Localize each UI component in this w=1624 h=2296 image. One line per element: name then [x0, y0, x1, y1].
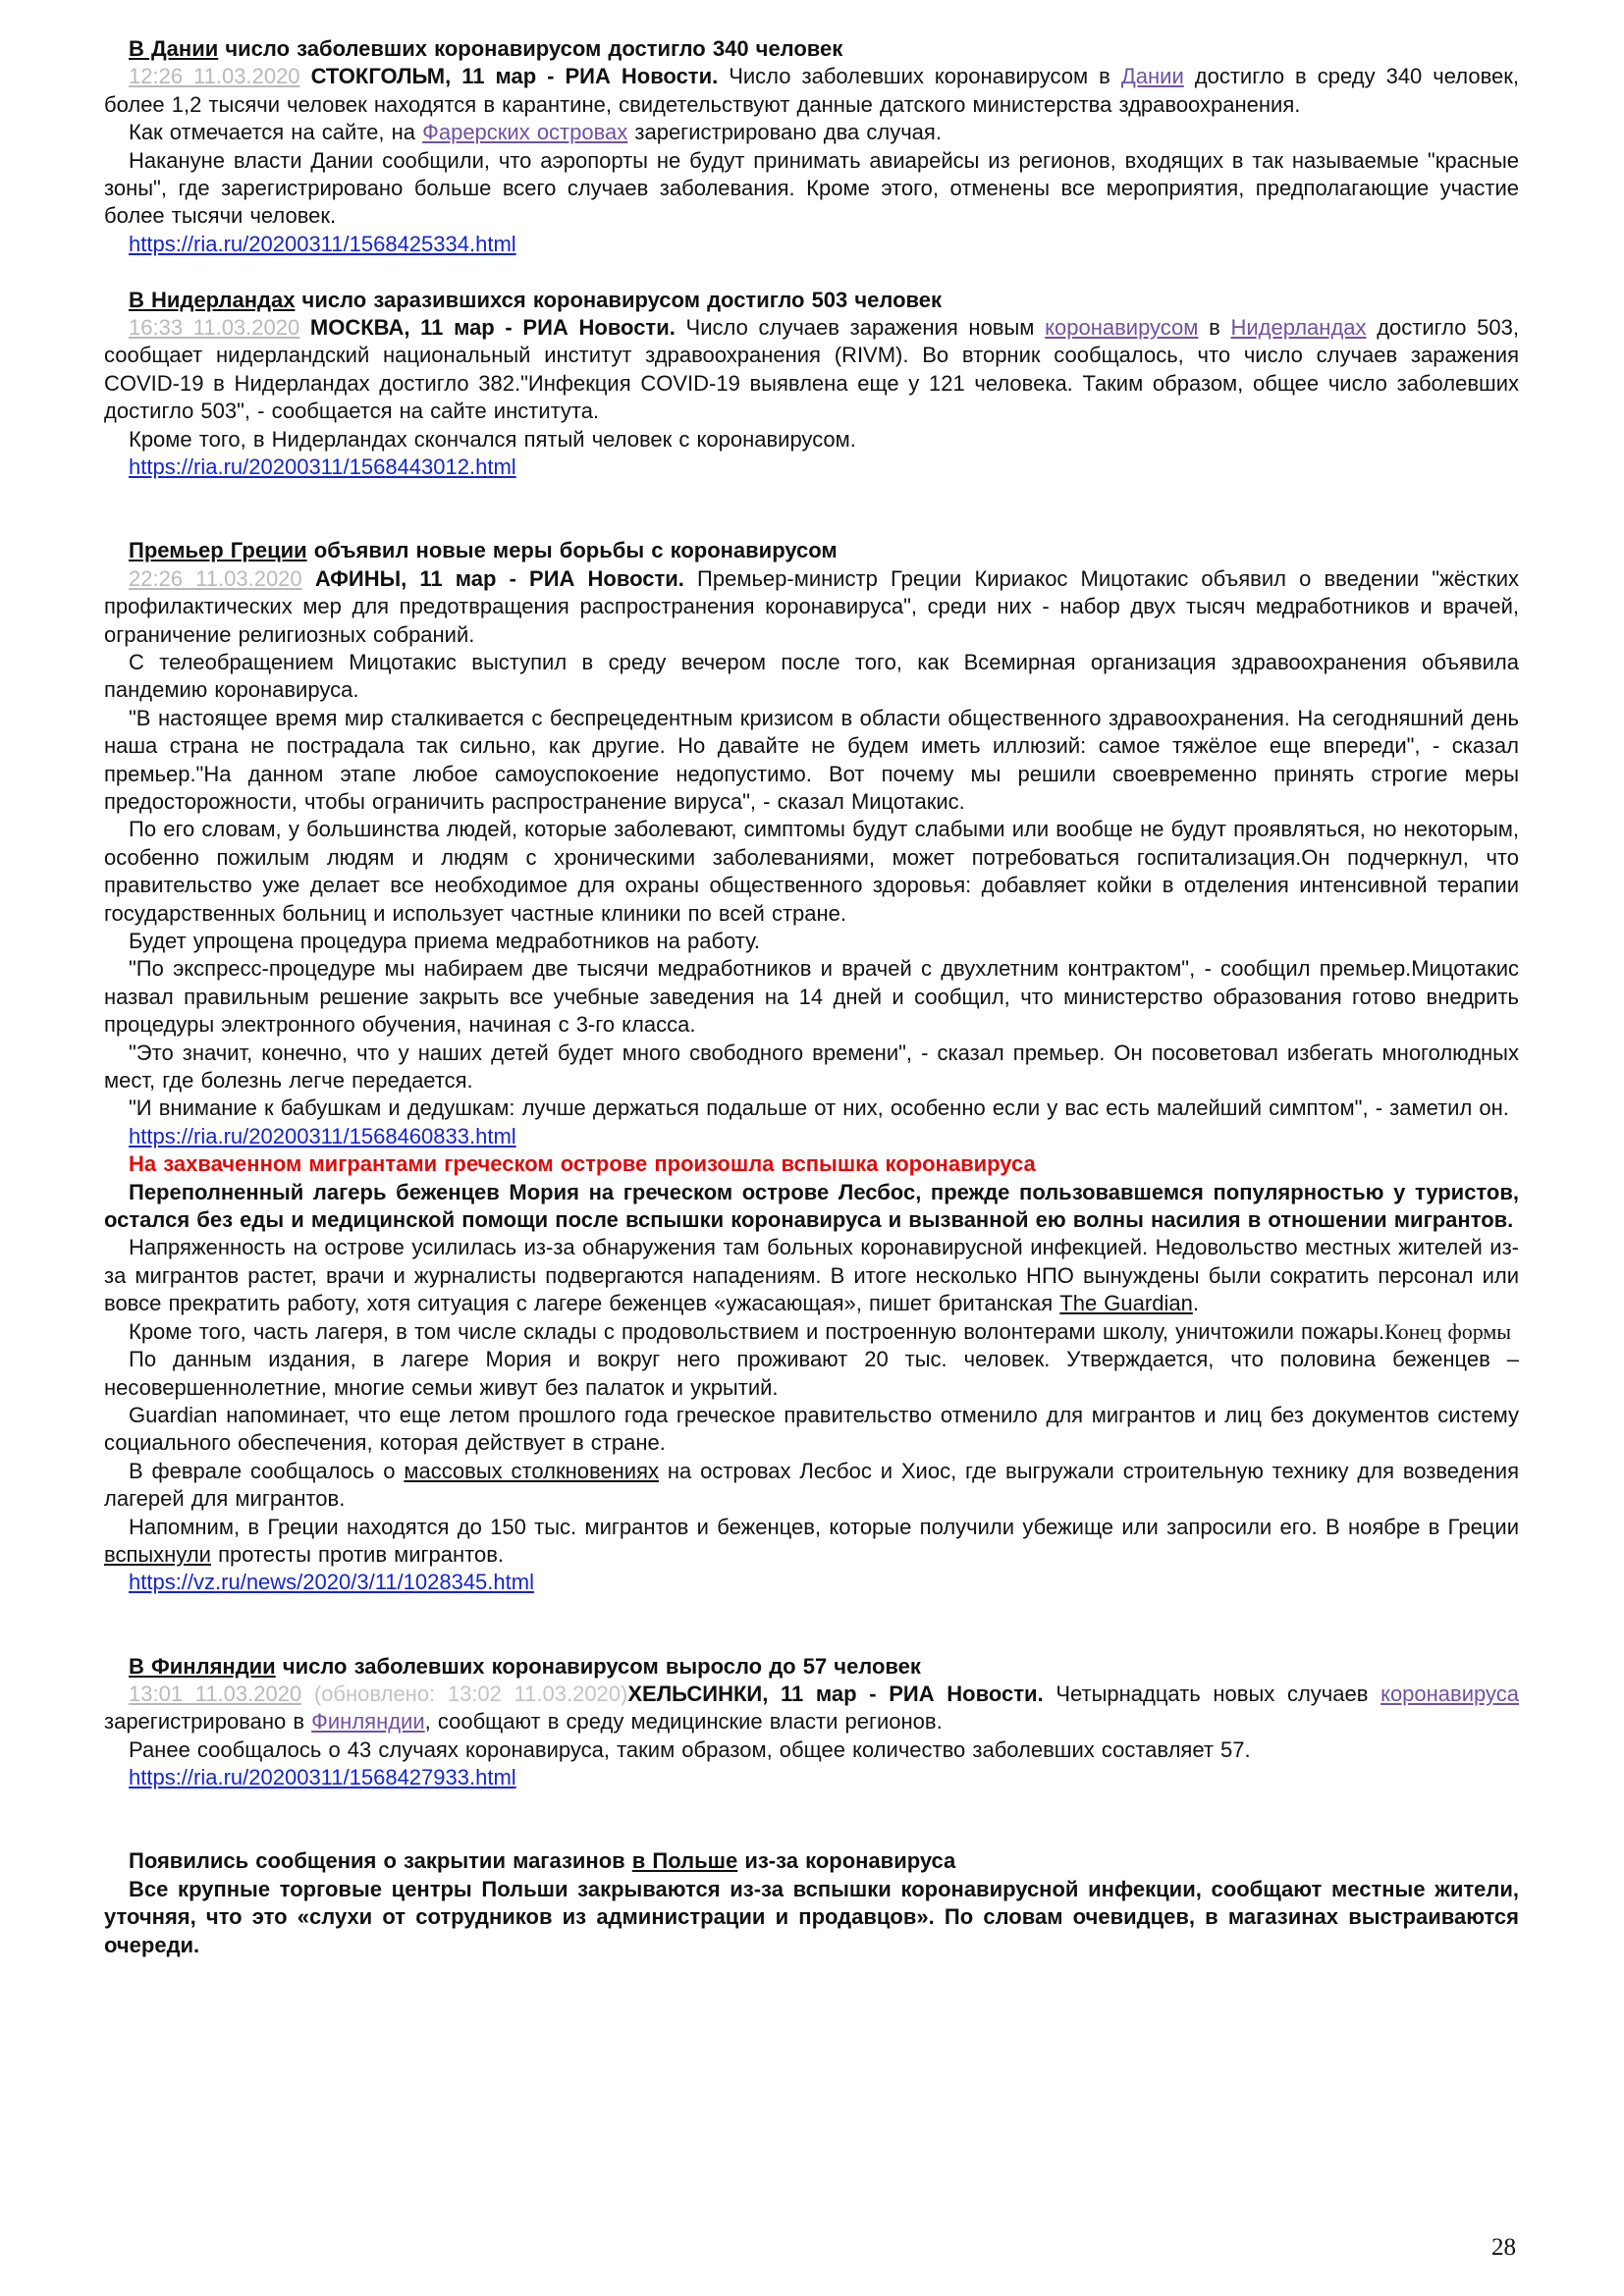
text-run: на островах Лесбос и Хиос, где выгружали строительную технику для возведения лагерей для мигрантов.: [104, 1458, 1519, 1512]
text-run: протесты против мигрантов.: [210, 1541, 505, 1567]
mass-clashes-link[interactable]: массовых столкновениях: [404, 1458, 659, 1483]
text-run: объявил новые меры борьбы с коронавирусом: [306, 538, 838, 563]
text-run: , сообщают в среду медицинские власти регионов.: [424, 1709, 943, 1735]
text-run: [301, 1682, 314, 1706]
text-run: Кроме того, часть лагеря, в том числе склады с продовольствием и построенную волонтерами школу, уничтожили пожары.: [129, 1318, 1385, 1344]
poland-lead-paragraph: [104, 1876, 1519, 1959]
section-poland-news: [104, 1847, 1519, 1959]
greece-timestamp: 22:26 11.03.2020: [129, 565, 302, 591]
greece-source-url: [104, 1123, 1519, 1150]
denmark-paragraph: [104, 119, 1519, 146]
text-run: Число случаев заражения новым: [675, 315, 1046, 341]
spacer: [104, 482, 1519, 509]
netherlands-lead-paragraph: [104, 314, 1519, 426]
text-run: Ранее сообщалось о 43 случаях коронавируса, таким образом, общее количество заболевших составляет 57.: [129, 1736, 1251, 1762]
lesbos-lead-paragraph: [104, 1179, 1519, 1235]
lesbos-source-url: [104, 1569, 1519, 1596]
spacer: [104, 1820, 1519, 1847]
lesbos-paragraph: [104, 1234, 1519, 1317]
text-run: По его словам, у большинства людей, которые заболевают, симптомы будут слабыми или вообще не будут проявляться, но некоторым, особенно пожилым людям и людям с хроническими заболеваниями, может потребоваться госпитализация.Он подчеркнул, что правительство уже делает все необходимое для охраны общественного здоровья: добавляет койки в отделения интенсивной терапии государственных больниц и использует частные клиники по всей стране.: [104, 817, 1519, 926]
denmark-paragraph: [104, 147, 1519, 231]
vz-url-link[interactable]: https://vz.ru/news/2020/3/11/1028345.html: [129, 1570, 534, 1595]
text-run: [302, 566, 315, 591]
text-run: Переполненный лагерь беженцев Мория на греческом острове Лесбос, прежде пользовавшемся популярностью у туристов, остался без еды и медицинской помощи после вспышки коронавируса и вызванной ею волны насилия в отношении мигрантов.: [104, 1179, 1519, 1233]
greece-heading-link[interactable]: Премьер Греции: [129, 538, 307, 563]
greece-heading: [104, 537, 1519, 564]
netherlands-timestamp: 16:33 11.03.2020: [129, 315, 300, 341]
lesbos-paragraph: [104, 1458, 1519, 1514]
text-run: Кроме того, в Нидерландах скончался пятый человек с коронавирусом.: [129, 426, 856, 452]
greece-paragraph: [104, 1095, 1519, 1122]
finland-heading: [104, 1653, 1519, 1681]
form-end-artifact: Конец формы: [1384, 1318, 1512, 1344]
text-run: Напряженность на острове усилилась из-за обнаружения там больных коронавирусной инфекцией. Недовольство местных жителей из-за мигрантов растет, врачи и журналисты подвергаются нападениям. В итоге несколько НПО вынуждены были сократить персонал или вовсе прекратить работу, хотя ситуация с лагере беженцев «ужасающая», пишет британская: [104, 1235, 1519, 1316]
lesbos-red-heading: [104, 1150, 1519, 1178]
greece-lead-paragraph: [104, 565, 1519, 649]
text-run: МОСКВА, 11 мар - РИА Новости.: [309, 315, 676, 341]
text-run: Напомним, в Греции находятся до 150 тыс. мигрантов и беженцев, которые получили убежище или запросили его. В ноябре в Греции: [129, 1514, 1519, 1539]
text-run: АФИНЫ, 11 мар - РИА Новости.: [314, 565, 684, 591]
denmark-heading-link[interactable]: В Дании: [129, 36, 219, 61]
finland-heading-link[interactable]: В Финляндии: [129, 1653, 276, 1679]
text-run: По данным издания, в лагере Мория и вокруг него проживают 20 тыс. человек. Утверждается, что половина беженцев – несовершеннолетние, многие семьи живут без палаток и укрытий.: [104, 1347, 1519, 1400]
denmark-url-link[interactable]: https://ria.ru/20200311/1568425334.html: [129, 231, 516, 256]
netherlands-paragraph: [104, 426, 1519, 454]
faroe-islands-link[interactable]: Фарерских островах: [422, 120, 628, 145]
text-run: СТОКГОЛЬМ, 11 мар - РИА Новости.: [310, 64, 719, 89]
text-run: достигло в среду 340 человек, более 1,2 тысячи человек находятся в карантине, свидетельствуют данные датского министерства здравоохранения.: [104, 64, 1519, 117]
text-run: [299, 315, 310, 340]
coronavirus-link[interactable]: коронавируса: [1380, 1681, 1519, 1706]
text-run: .: [1192, 1291, 1199, 1316]
text-run: Число заболевших коронавирусом в: [718, 64, 1121, 89]
text-run: Все крупные торговые центры Польши закрываются из-за вспышки коронавирусной инфекции, сообщают местные жители, уточняя, что это «слухи от сотрудников из администрации и продавцов». По словам очевидцев, в магазинах выстраиваются очереди.: [104, 1876, 1519, 1957]
text-run: "В настоящее время мир сталкивается с беспрецедентным кризисом в области общественного здравоохранения. На сегодняшний день наша страна не пострадала так сильно, как другие. Но давайте не будем иметь иллюзий: самое тяжёлое еще впереди", - сказал премьер."На данном этапе любое самоуспокоение недопустимо. Вот почему мы решили своевременно принять строгие меры предосторожности, чтобы ограничить распространение вируса", - сказал Мицотакис.: [104, 705, 1519, 814]
lesbos-paragraph: [104, 1514, 1519, 1570]
text-run: Накануне власти Дании сообщили, что аэропорты не будут принимать авиарейсы из регионов, входящих в так называемые "красные зоны", где зарегистрировано больше всего случаев заболевания. Кроме этого, отменены все мероприятия, предполагающие участие более тысячи человек.: [104, 147, 1519, 229]
text-run: "И внимание к бабушкам и дедушкам: лучше держаться подальше от них, особенно если у вас есть малейший симптом", - заметил он.: [129, 1095, 1509, 1121]
lesbos-paragraph: [104, 1402, 1519, 1458]
lesbos-paragraph: [104, 1318, 1519, 1346]
finland-timestamp: 13:01 11.03.2020: [129, 1681, 302, 1706]
section-netherlands-news: [104, 287, 1519, 538]
greece-paragraph: [104, 955, 1519, 1039]
greece-paragraph: [104, 705, 1519, 817]
spacer: [104, 509, 1519, 537]
text-run: Премьер-министр Греции Кириакос Мицотакис объявил о введении "жёстких профилактических мер для предотвращения распространения коронавируса", среди них - набор двух тысяч медработников и врачей, ограничение религиозных собраний.: [104, 565, 1520, 647]
section-finland-news: [104, 1653, 1519, 1848]
netherlands-heading: [104, 287, 1519, 314]
text-run: В феврале сообщалось о: [129, 1458, 405, 1483]
denmark-source-url: [104, 231, 1519, 258]
netherlands-inline-link[interactable]: Нидерландах: [1230, 315, 1367, 341]
text-run: зарегистрировано два случая.: [627, 120, 942, 145]
text-run: Как отмечается на сайте, на: [129, 120, 423, 145]
poland-heading: [104, 1847, 1519, 1875]
text-run: "Это значит, конечно, что у наших детей будет много свободного времени", - сказал премьер. Он посоветовал избегать многолюдных мест, где болезнь легче передается.: [104, 1040, 1519, 1094]
coronavirus-link[interactable]: коронавирусом: [1045, 315, 1199, 341]
denmark-timestamp: 12:26 11.03.2020: [129, 64, 300, 89]
section-denmark-news: [104, 35, 1519, 287]
the-guardian-link[interactable]: The Guardian: [1059, 1291, 1193, 1316]
finland-paragraph: [104, 1736, 1519, 1764]
text-run: Появились сообщения о закрытии магазинов: [129, 1848, 632, 1874]
greece-paragraph: [104, 1040, 1519, 1095]
text-run: из-за коронавируса: [737, 1848, 956, 1874]
spacer: [104, 258, 1519, 286]
text-run: Будет упрощена процедура приема медработников на работу.: [129, 929, 761, 953]
finland-updated-timestamp: (обновлено: 13:02 11.03.2020): [313, 1681, 628, 1706]
text-run: С телеобращением Мицотакис выступил в среду вечером после того, как Всемирная организация здравоохранения объявила пандемию коронавируса.: [104, 649, 1519, 703]
text-run: Четырнадцать новых случаев: [1043, 1681, 1381, 1706]
text-run: ХЕЛЬСИНКИ, 11 мар - РИА Новости.: [627, 1681, 1044, 1706]
denmark-lead-paragraph: [104, 63, 1519, 119]
protests-link[interactable]: вспыхнули: [104, 1541, 211, 1567]
denmark-heading: [104, 35, 1519, 63]
text-run: число заболевших коронавирусом достигло 340 человек: [218, 36, 843, 61]
greece-url-link[interactable]: https://ria.ru/20200311/1568460833.html: [129, 1123, 516, 1148]
document-body: [104, 35, 1519, 1959]
spacer: [104, 1792, 1519, 1820]
finland-source-url: [104, 1764, 1519, 1791]
text-run: [300, 64, 311, 88]
lesbos-paragraph: [104, 1346, 1519, 1402]
spacer: [104, 1625, 1519, 1652]
text-run: число заболевших коронавирусом выросло до 57 человек: [275, 1653, 921, 1679]
finland-lead-paragraph: [104, 1681, 1519, 1736]
spacer: [104, 1597, 1519, 1625]
section-greece-news: [104, 537, 1519, 1652]
text-run: достигло 503, сообщает нидерландский национальный институт здравоохранения (RIVM). Во вторник сообщалось, что число случаев заражения COVID-19 в Нидерландах достигло 382."Инфекция COVID-19 выявлена еще у 121 человека. Таким образом, общее число заболевших достигло 503", - сообщается на сайте института.: [104, 315, 1520, 424]
greece-paragraph: [104, 928, 1519, 955]
text-run: На захваченном мигрантами греческом острове произошла вспышка коронавируса: [129, 1151, 1036, 1177]
finland-url-link[interactable]: https://ria.ru/20200311/1568427933.html: [129, 1765, 516, 1790]
text-run: зарегистрировано в: [104, 1709, 312, 1735]
netherlands-url-link[interactable]: https://ria.ru/20200311/1568443012.html: [129, 454, 516, 480]
netherlands-heading-link[interactable]: В Нидерландах: [129, 287, 296, 312]
text-run: "По экспресс-процедуре мы набираем две тысячи медработников и врачей с двухлетним контрактом", - сообщил премьер.Мицотакис назвал правильным решение закрыть все учебные заведения на 14 дней и сообщил, что министерство образования готово внедрить процедуры электронного обучения, начиная с 3-го класса.: [104, 956, 1519, 1038]
page-number: 28: [1491, 2234, 1516, 2261]
finland-inline-link[interactable]: Финляндии: [311, 1709, 425, 1735]
text-run: Guardian напоминает, что еще летом прошлого года греческое правительство отменило для мигрантов и лиц без документов систему социального обеспечения, которая действует в стране.: [104, 1402, 1519, 1456]
netherlands-source-url: [104, 454, 1519, 481]
greece-paragraph: [104, 816, 1519, 928]
poland-heading-link[interactable]: в Польше: [631, 1848, 738, 1874]
text-run: в: [1198, 315, 1231, 341]
denmark-inline-link[interactable]: Дании: [1120, 64, 1184, 89]
greece-paragraph: [104, 649, 1519, 705]
text-run: число заразившихся коронавирусом достигло 503 человек: [295, 287, 943, 312]
